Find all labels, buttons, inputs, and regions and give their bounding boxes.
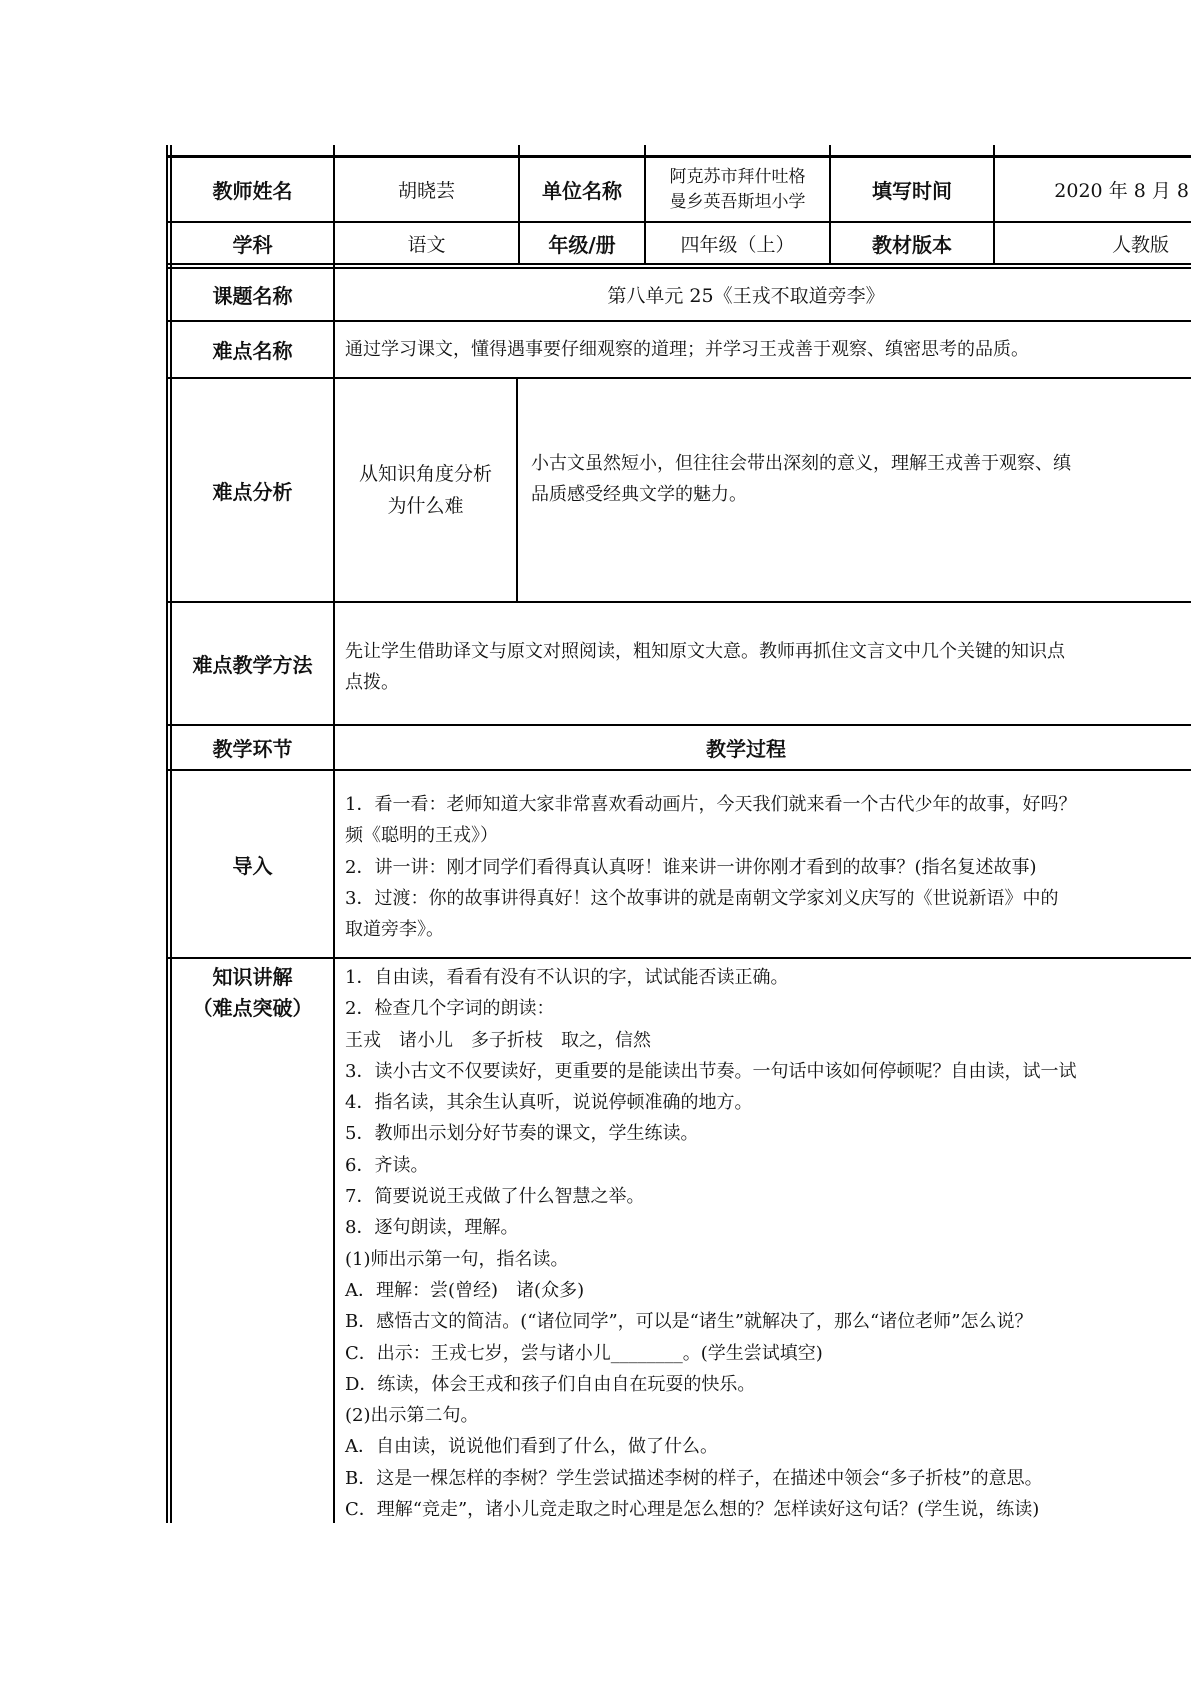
difficulty-label: 难点名称: [212, 339, 293, 363]
knowledge-line: 1．自由读，看看有没有不认识的字，试试能否读正确。: [345, 967, 789, 988]
intro-line: 2．讲一讲：刚才同学们看得真认真呀！谁来讲一讲你刚才看到的故事？(指名复述故事): [345, 856, 1037, 878]
teacher-name-label: 教师姓名: [212, 179, 293, 203]
knowledge-line: B．感悟古文的简洁。(“诸位同学”，可以是“诸生”就解决了，那么“诸位老师”怎么说？: [345, 1311, 1033, 1333]
knowledge-line: 8．逐句朗读，理解。: [345, 1217, 519, 1239]
intro-label: 导入: [232, 853, 273, 878]
knowledge-line: 王戎 诸小儿 多子折枝 取之，信然: [345, 1029, 651, 1051]
date-label: 填写时间: [872, 179, 952, 203]
analysis-text-line: 品质感受经典文学的魅力。: [531, 484, 747, 506]
knowledge-line: 7．简要说说王戎做了什么智慧之举。: [345, 1186, 645, 1208]
table-border: [166, 145, 168, 1523]
knowledge-line: A．理解：尝(曾经) 诸(众多): [345, 1279, 585, 1301]
method-text-line: 先让学生借助译文与原文对照阅读，粗知原文大意。教师再抓住文言文中几个关键的知识点: [345, 641, 1065, 662]
unit-name-label: 单位名称: [542, 179, 622, 203]
topic-label: 课题名称: [212, 284, 293, 308]
knowledge-line: D．练读，体会王戎和孩子们自由自在玩耍的快乐。: [345, 1373, 756, 1395]
grade-value: 四年级（上）: [680, 233, 795, 256]
table-border: [516, 378, 518, 602]
edition-label: 教材版本: [872, 232, 952, 257]
knowledge-label-line: （难点突破）: [192, 996, 313, 1020]
topic-value: 第八单元 25《王戎不取道旁李》: [607, 285, 885, 307]
analysis-sub-label-line: 为什么难: [387, 495, 464, 517]
knowledge-line: 3．读小古文不仅要读好，更重要的是能读出节奏。一句话中该如何停顿呢？自由读，试一试: [345, 1060, 1077, 1082]
teacher-name-value: 胡晓芸: [397, 180, 455, 202]
date-value: 2020 年 8 月 8: [1054, 180, 1189, 202]
method-label: 难点教学方法: [192, 653, 313, 677]
intro-line: 频《聪明的王戎》）: [345, 825, 498, 847]
knowledge-text: [345, 962, 1191, 1525]
intro-text: [345, 789, 1191, 945]
table-border: [166, 263, 1191, 265]
method-text-line: 点拨。: [345, 672, 399, 694]
unit-name-value: [646, 158, 829, 221]
stage-header: 教学环节: [212, 737, 293, 761]
table-border: [333, 145, 335, 1523]
knowledge-line: 2．检查几个字词的朗读：: [345, 998, 555, 1020]
analysis-text-line: 小古文虽然短小，但往往会带出深刻的意义，理解王戎善于观察、缜: [531, 453, 1071, 474]
knowledge-line: A．自由读，说说他们看到了什么，做了什么。: [345, 1436, 718, 1458]
unit-name-line: 曼乡英吾斯坦小学: [669, 191, 806, 212]
intro-line: 3．过渡：你的故事讲得真好！这个故事讲的就是南朝文学家刘义庆写的《世说新语》中的: [345, 887, 1059, 909]
subject-value: 语文: [407, 233, 446, 256]
knowledge-line: (2)出示第二句。: [345, 1405, 479, 1427]
analysis-sub-label-line: 从知识角度分析: [358, 463, 492, 485]
knowledge-line: (1)师出示第一句，指名读。: [345, 1248, 569, 1270]
analysis-label: 难点分析: [212, 479, 293, 504]
method-text: [345, 636, 1191, 699]
knowledge-line: B．这是一棵怎样的李树？学生尝试描述李树的样子，在描述中领会“多子折枝”的意思。: [345, 1467, 1043, 1489]
process-header: 教学过程: [706, 737, 786, 761]
edition-value: 人教版: [1111, 233, 1169, 256]
knowledge-line: 4．指名读，其余生认真听，说说停顿准确的地方。: [345, 1092, 753, 1114]
knowledge-label: [172, 962, 333, 1028]
knowledge-line: 6．齐读。: [345, 1154, 429, 1176]
grade-label: 年级/册: [548, 232, 616, 257]
intro-line: 1．看一看：老师知道大家非常喜欢看动画片，今天我们就来看一个古代少年的故事，好吗？: [345, 794, 1077, 815]
difficulty-value: 通过学习课文，懂得遇事要仔细观察的道理；并学习王戎善于观察、缜密思考的品质。: [345, 339, 1029, 360]
knowledge-line: C．出示：王戎七岁，尝与诸小儿________。(学生尝试填空): [345, 1342, 823, 1364]
analysis-text: [531, 448, 1191, 511]
intro-line: 取道旁李》。: [345, 919, 444, 941]
knowledge-line: C．理解“竞走”，诸小儿竞走取之时心理是怎么想的？怎样读好这句话？(学生说，练读): [345, 1499, 1040, 1521]
analysis-sub-label: [335, 379, 516, 601]
unit-name-line: 阿克苏市拜什吐格: [669, 166, 806, 187]
knowledge-line: 5．教师出示划分好节奏的课文，学生练读。: [345, 1123, 699, 1145]
table-border: [166, 957, 1191, 959]
knowledge-label-line: 知识讲解: [212, 965, 293, 989]
subject-label: 学科: [232, 232, 273, 257]
